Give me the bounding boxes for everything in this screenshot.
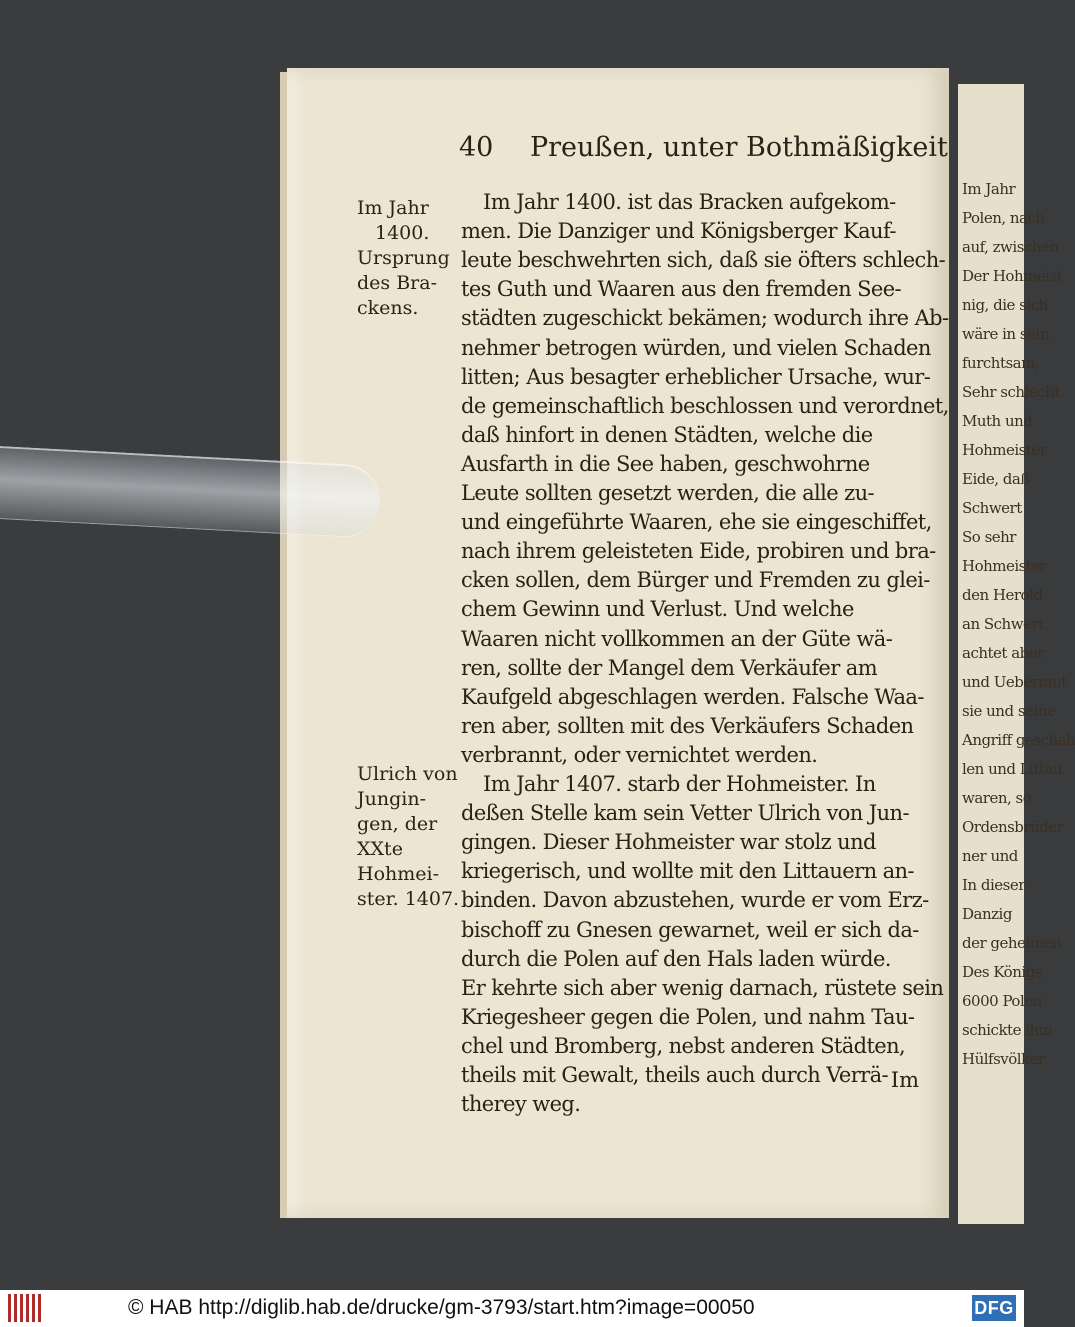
text-line: theils mit Gewalt, theils auch durch Verrä-: [461, 1063, 889, 1087]
facing-page-line: ner und: [962, 847, 1018, 865]
text-line: cken sollen, dem Bürger und Fremden zu glei-: [461, 568, 930, 593]
hab-logo-icon: [8, 1294, 44, 1322]
facing-page: [958, 84, 1075, 1224]
facing-page-line: Polen, nach: [962, 209, 1045, 227]
facing-page-line: len und Littau: [962, 760, 1063, 778]
text-line: litten; Aus besagter erheblicher Ursache, wur-: [461, 364, 931, 389]
page-header: [459, 132, 948, 163]
text-line: daß hinfort in denen Städten, welche die: [461, 422, 873, 447]
text-line: verbrannt, oder vernichtet werden.: [461, 742, 818, 767]
text-line: chel und Bromberg, nebst anderen Städten,: [461, 1033, 906, 1058]
facing-page-line: furchtsam,: [962, 354, 1040, 372]
book-page: [287, 68, 949, 1218]
facing-page-line: Ordensbrüder: [962, 818, 1064, 836]
dfg-logo: DFG: [972, 1295, 1016, 1321]
text-line: tes Guth und Waaren aus den fremden See-: [461, 277, 902, 302]
facing-page-line: Der Hohmeist: [962, 267, 1063, 285]
margin-note: [357, 762, 459, 912]
text-line: therey weg.: [461, 1092, 581, 1117]
facing-page-line: nig, die sich: [962, 296, 1048, 314]
text-line: Ausfarth in die See haben, geschwohrne: [461, 451, 870, 476]
facing-page-line: und Uebermut: [962, 673, 1067, 691]
facing-page-line: Hohmeister: [962, 557, 1047, 575]
text-line: gingen. Dieser Hohmeister war stolz und: [461, 830, 876, 855]
text-line: durch die Polen auf den Hals laden würde.: [461, 946, 891, 971]
text-line: leute beschwehrten sich, daß sie öfters schlech-: [461, 248, 946, 273]
facing-page-line: In dieser: [962, 876, 1025, 894]
margin-note-line: Jungin-: [357, 788, 426, 810]
margin-note-line: Ursprung: [357, 247, 450, 269]
facing-page-line: wäre in sein: [962, 325, 1049, 343]
margin-note-line: ckens.: [357, 297, 419, 319]
margin-note-line: Hohmei-: [357, 863, 440, 885]
text-line: men. Die Danziger und Königsberger Kauf-: [461, 219, 896, 244]
margin-note-line: ster. 1407.: [357, 888, 460, 910]
footer-citation: © HAB http://diglib.hab.de/drucke/gm-3793/start.htm?image=00050: [128, 1296, 755, 1319]
text-line: nehmer betrogen würden, und vielen Schaden: [461, 335, 931, 360]
facing-page-line: sie und seine: [962, 702, 1056, 720]
page-number: 40: [459, 132, 494, 163]
facing-page-line: auf, zwischen: [962, 238, 1059, 256]
facing-page-line: Muth und: [962, 412, 1033, 430]
text-line: Waaren nicht vollkommen an der Güte wä-: [461, 626, 893, 651]
margin-note-line: Im Jahr: [357, 197, 429, 219]
text-line: de gemeinschaftlich beschlossen und verordnet,: [461, 393, 949, 418]
facing-page-line: So sehr: [962, 528, 1016, 546]
text-line: Kaufgeld abgeschlagen werden. Falsche Waa-: [461, 684, 924, 709]
text-line: Leute sollten gesetzt werden, die alle zu-: [461, 481, 875, 505]
facing-page-line: Sehr schlecht: [962, 383, 1060, 401]
facing-page-line: Angriff geschah: [962, 731, 1075, 749]
text-line: ren aber, sollten mit des Verkäufers Schaden: [461, 713, 914, 738]
footer-bar: [0, 1290, 1024, 1327]
facing-page-line: Schwert: [962, 499, 1022, 517]
text-line: und eingeführte Waaren, ehe sie eingeschiffet,: [461, 510, 932, 535]
facing-page-line: Des Königs: [962, 963, 1042, 981]
text-line: chem Gewinn und Verlust. Und welche: [461, 597, 854, 622]
margin-note-line: gen, der: [357, 813, 438, 835]
catchword: Im: [890, 1068, 919, 1092]
facing-page-line: achtet aber: [962, 644, 1044, 662]
text-line: bischoff zu Gnesen gewarnet, weil er sich da-: [461, 917, 919, 942]
margin-note-line: XXte: [357, 838, 403, 860]
margin-note-line: Ulrich von: [357, 763, 458, 785]
facing-page-line: den Herold: [962, 586, 1043, 604]
facing-page-line: Hülfsvölker: [962, 1050, 1045, 1068]
running-title: Preußen, unter Bothmäßigkeit: [529, 132, 948, 163]
facing-page-line: der geheimen: [962, 934, 1061, 952]
facing-page-line: Im Jahr: [962, 180, 1016, 198]
margin-note-line: 1400.: [375, 222, 430, 244]
facing-page-line: Danzig: [962, 905, 1012, 923]
facing-page-line: an Schwert: [962, 615, 1044, 633]
facing-page-line: schickte ihm: [962, 1021, 1053, 1039]
facing-page-line: waren, so: [962, 789, 1032, 807]
margin-note-line: des Bra-: [357, 272, 437, 294]
facing-page-line: Eide, daß: [962, 470, 1030, 488]
text-line: nach ihrem geleisteten Eide, probiren und bra-: [461, 539, 936, 564]
margin-note: [357, 196, 450, 321]
text-line: Im Jahr 1407. starb der Hohmeister. In: [483, 772, 876, 796]
text-line: städten zugeschickt bekämen; wodurch ihre Ab-: [461, 306, 949, 331]
text-line: Er kehrte sich aber wenig darnach, rüstete sein: [461, 975, 944, 1000]
text-line: kriegerisch, und wollte mit den Littauern an-: [461, 859, 914, 884]
text-line: Im Jahr 1400. ist das Bracken aufgekom-: [483, 190, 896, 214]
facing-page-line: 6000 Polen: [962, 992, 1042, 1010]
text-line: ren, sollte der Mangel dem Verkäufer am: [461, 655, 878, 680]
text-line: binden. Davon abzustehen, wurde er vom Erz-: [461, 888, 929, 913]
facing-page-line: Hohmeister: [962, 441, 1047, 459]
text-line: Kriegesheer gegen die Polen, und nahm Tau-: [461, 1004, 915, 1029]
text-line: deßen Stelle kam sein Vetter Ulrich von Jun-: [461, 801, 909, 826]
